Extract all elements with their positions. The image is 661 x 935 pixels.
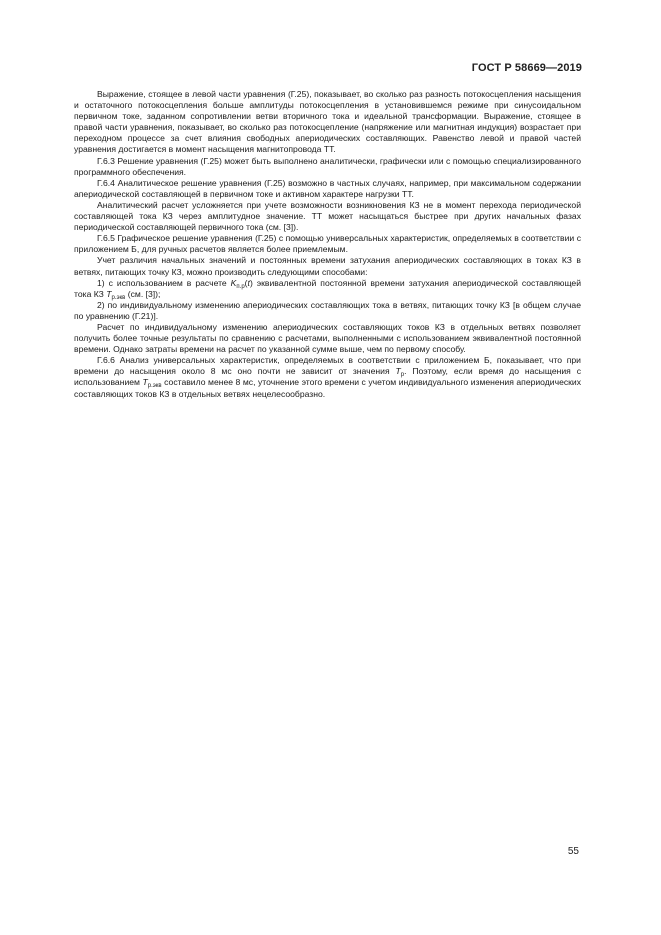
page-number: 55: [567, 846, 579, 857]
g66-text-c: составило менее 8 мс, уточнение этого времени с учетом индивидуального изменения апериодических составляющих токов КЗ в отдельных ветвях нецелесообразно.: [74, 377, 582, 399]
method-1-text-b: (: [244, 277, 248, 288]
symbol-T-subscript: р.экв: [111, 294, 126, 301]
paragraph-g66: [74, 355, 581, 399]
g66-text-a: Г.6.6 Анализ универсальных характеристик, определяемых в соответствии с приложением Б, показывает, что при времени до насыщения около 8 мс оно почти не зависит от значения: [74, 355, 581, 377]
body-text: [74, 89, 581, 400]
symbol-Tp: T: [395, 366, 401, 377]
symbol-t: t: [247, 277, 250, 288]
method-1-text-a: 1) с использованием в расчете: [97, 277, 231, 288]
paragraph-g65: Г.6.5 Графическое решение уравнения (Г.25) с помощью универсальных характеристик, определяемых в соответствии с приложением Б, для ручных расчетов является более приемлемым.: [74, 233, 581, 255]
paragraph-1: Выражение, стоящее в левой части уравнения (Г.25), показывает, во сколько раз разность потокосцепления насыщения и остаточного потокосцепления больше амплитуды потокосцепления в установившемся режиме при синусоидальном первичном токе, заданном сопротивлении ветви вторичного тока и идеальной трансформации. Выражение, стоящее в правой части уравнения, показывает, во сколько раз потокосцепление (напряжение или магнитная индукция) возрастает при переходном процессе за счет влияния свободных апериодических составляющих. Равенство левой и правой частей уравнения достигается в момент насыщения магнитопровода ТТ.: [74, 89, 581, 155]
symbol-Tpekv-subscript: р.экв: [147, 383, 162, 390]
symbol-Tp-subscript: р: [400, 372, 405, 379]
paragraph-individual-calc: Расчет по индивидуальному изменению апериодических составляющих токов КЗ в отдельных ветвях позволяет получить более точные результаты по сравнению с расчетами, выполненными с использованием эквивалентной постоянной времени. Однако затраты времени на расчет по указанной сумме выше, чем по первому способу.: [74, 321, 581, 355]
paragraph-g64: Г.6.4 Аналитическое решение уравнения (Г.25) возможно в частных случаях, например, при максимальном содержании апериодической составляющей в первичном токе и активном характере нагрузки ТТ.: [74, 177, 581, 199]
method-1-text-d: (см. [3]);: [125, 288, 161, 299]
paragraph-analytic: Аналитический расчет усложняется при учете возможности возникновения КЗ не в момент перехода периодической составляющей тока КЗ через амплитудное значение. ТТ может насыщаться быстрее при других начальных фазах периодической составляющей первичного тока (см. [3]).: [74, 199, 581, 233]
paragraph-methods-intro: Учет различия начальных значений и постоянных времени затухания апериодических составляющих в токах КЗ в ветвях, питающих точку КЗ, можно производить следующими способами:: [74, 255, 581, 277]
method-1-text-c: ) эквивалентной постоянной времени затухания апериодической составляющей тока КЗ: [74, 277, 581, 299]
symbol-Tpekv: T: [142, 377, 148, 388]
paragraph-method-2: 2) по индивидуальному изменению апериодических составляющих тока в ветвях, питающих точку КЗ [в общем случае по уравнению (Г.21)].: [74, 299, 581, 321]
g66-text-b: . Поэтому, если время до насыщения с использованием: [74, 366, 581, 388]
paragraph-g63: Г.6.3 Решение уравнения (Г.25) может быть выполнено аналитически, графически или с помощью специализированного программного обеспечения.: [74, 155, 581, 177]
symbol-k-subscript: п.р: [236, 283, 245, 290]
document-header: ГОСТ Р 58669—2019: [471, 62, 582, 74]
symbol-T: T: [106, 288, 112, 299]
symbol-k: K: [230, 277, 237, 288]
paragraph-method-1: [74, 278, 581, 300]
